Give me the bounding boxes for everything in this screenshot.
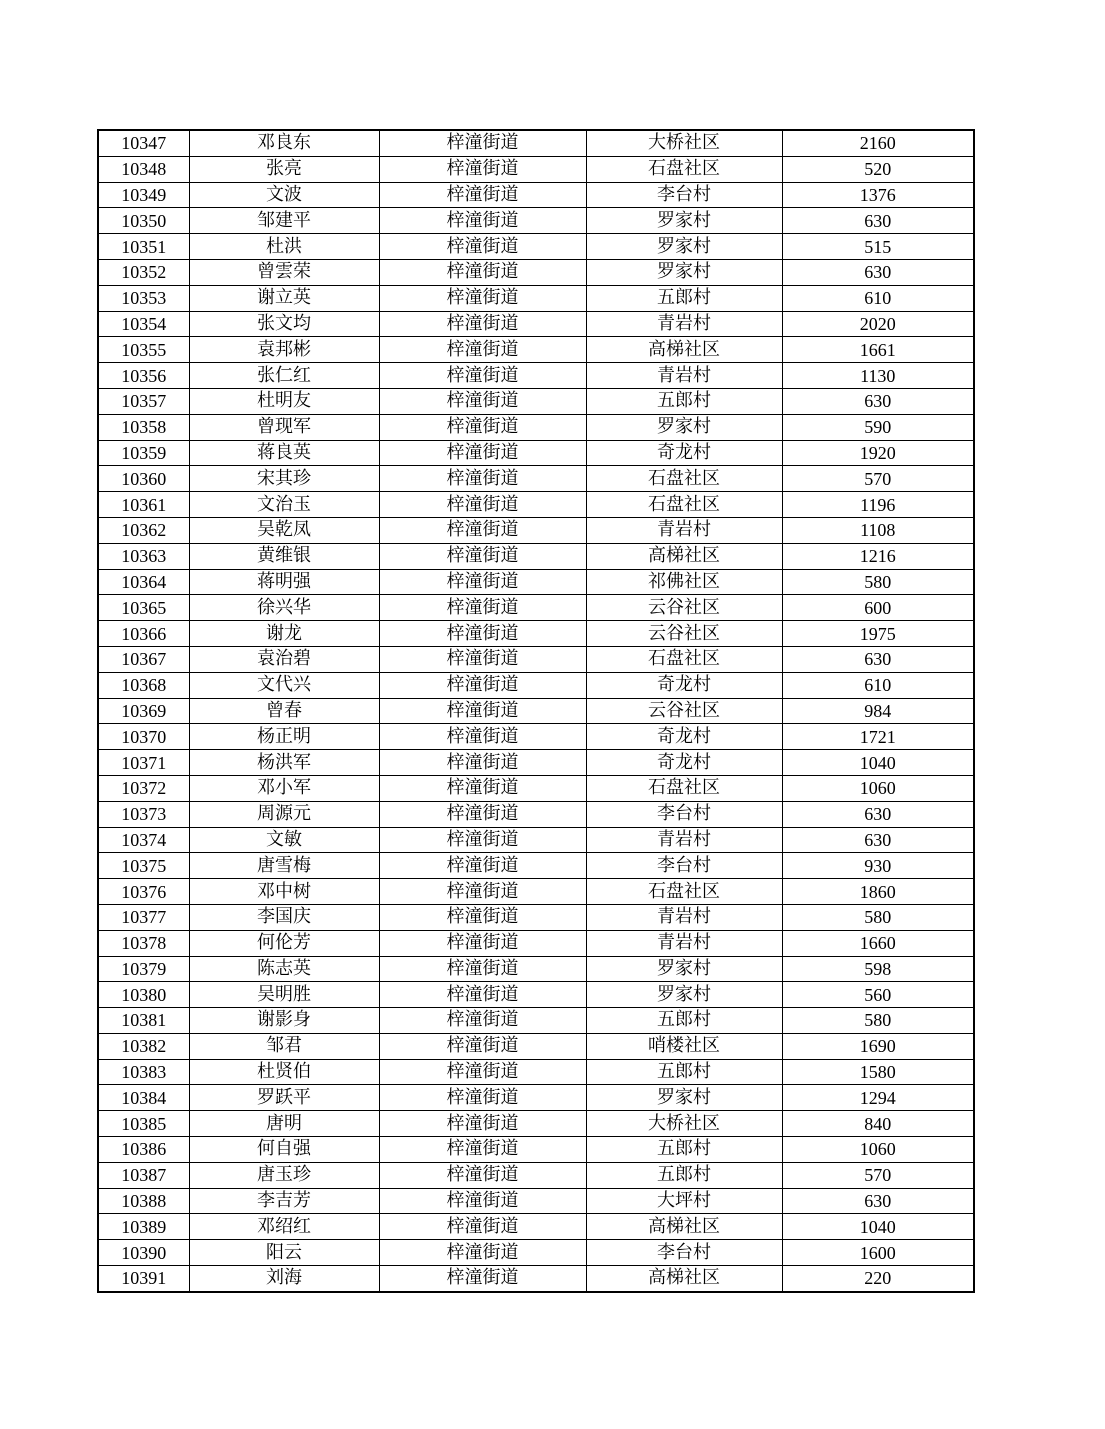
name-cell: 曾现军 <box>189 414 379 440</box>
table-row <box>98 363 974 389</box>
community-cell: 哨楼社区 <box>586 1033 782 1059</box>
street-cell: 梓潼街道 <box>379 930 586 956</box>
row-id-cell: 10359 <box>98 440 189 466</box>
table-row <box>98 543 974 569</box>
row-id-cell: 10386 <box>98 1137 189 1163</box>
table-row <box>98 388 974 414</box>
table-row <box>98 156 974 182</box>
street-cell: 梓潼街道 <box>379 492 586 518</box>
row-id-cell: 10385 <box>98 1111 189 1137</box>
row-id-cell: 10363 <box>98 543 189 569</box>
table-row <box>98 879 974 905</box>
community-cell: 李台村 <box>586 1240 782 1266</box>
row-id-cell: 10360 <box>98 466 189 492</box>
table-row <box>98 569 974 595</box>
row-id-cell: 10361 <box>98 492 189 518</box>
amount-cell: 580 <box>782 904 974 930</box>
community-cell: 五郎村 <box>586 1162 782 1188</box>
amount-cell: 1216 <box>782 543 974 569</box>
table-row <box>98 621 974 647</box>
amount-cell: 2020 <box>782 311 974 337</box>
street-cell: 梓潼街道 <box>379 801 586 827</box>
name-cell: 杨正明 <box>189 724 379 750</box>
table-row <box>98 130 974 156</box>
table-body <box>98 130 974 1292</box>
street-cell: 梓潼街道 <box>379 879 586 905</box>
name-cell: 曾春 <box>189 698 379 724</box>
amount-cell: 1294 <box>782 1085 974 1111</box>
row-id-cell: 10388 <box>98 1188 189 1214</box>
row-id-cell: 10375 <box>98 853 189 879</box>
name-cell: 袁治碧 <box>189 646 379 672</box>
row-id-cell: 10350 <box>98 208 189 234</box>
community-cell: 青岩村 <box>586 930 782 956</box>
street-cell: 梓潼街道 <box>379 595 586 621</box>
row-id-cell: 10373 <box>98 801 189 827</box>
amount-cell: 1721 <box>782 724 974 750</box>
amount-cell: 515 <box>782 234 974 260</box>
name-cell: 宋其珍 <box>189 466 379 492</box>
street-cell: 梓潼街道 <box>379 1059 586 1085</box>
community-cell: 石盘社区 <box>586 879 782 905</box>
amount-cell: 630 <box>782 827 974 853</box>
street-cell: 梓潼街道 <box>379 337 586 363</box>
row-id-cell: 10372 <box>98 775 189 801</box>
amount-cell: 984 <box>782 698 974 724</box>
amount-cell: 590 <box>782 414 974 440</box>
name-cell: 张文均 <box>189 311 379 337</box>
street-cell: 梓潼街道 <box>379 1266 586 1292</box>
amount-cell: 1196 <box>782 492 974 518</box>
community-cell: 五郎村 <box>586 1008 782 1034</box>
row-id-cell: 10364 <box>98 569 189 595</box>
row-id-cell: 10380 <box>98 982 189 1008</box>
table-row <box>98 646 974 672</box>
community-cell: 高梯社区 <box>586 543 782 569</box>
amount-cell: 630 <box>782 801 974 827</box>
community-cell: 大桥社区 <box>586 130 782 156</box>
street-cell: 梓潼街道 <box>379 311 586 337</box>
row-id-cell: 10369 <box>98 698 189 724</box>
name-cell: 袁邦彬 <box>189 337 379 363</box>
street-cell: 梓潼街道 <box>379 156 586 182</box>
community-cell: 石盘社区 <box>586 466 782 492</box>
community-cell: 罗家村 <box>586 208 782 234</box>
street-cell: 梓潼街道 <box>379 1111 586 1137</box>
amount-cell: 1661 <box>782 337 974 363</box>
name-cell: 杜贤伯 <box>189 1059 379 1085</box>
community-cell: 大坪村 <box>586 1188 782 1214</box>
street-cell: 梓潼街道 <box>379 388 586 414</box>
street-cell: 梓潼街道 <box>379 182 586 208</box>
table-row <box>98 1059 974 1085</box>
table-row <box>98 517 974 543</box>
table-row <box>98 1162 974 1188</box>
table-row <box>98 853 974 879</box>
name-cell: 文敏 <box>189 827 379 853</box>
community-cell: 奇龙村 <box>586 440 782 466</box>
table-row <box>98 801 974 827</box>
name-cell: 罗跃平 <box>189 1085 379 1111</box>
amount-cell: 1920 <box>782 440 974 466</box>
table-row <box>98 982 974 1008</box>
street-cell: 梓潼街道 <box>379 234 586 260</box>
table-row <box>98 1111 974 1137</box>
row-id-cell: 10357 <box>98 388 189 414</box>
street-cell: 梓潼街道 <box>379 1162 586 1188</box>
table-row <box>98 259 974 285</box>
amount-cell: 570 <box>782 466 974 492</box>
name-cell: 邓中树 <box>189 879 379 905</box>
community-cell: 罗家村 <box>586 259 782 285</box>
name-cell: 陈志英 <box>189 956 379 982</box>
row-id-cell: 10387 <box>98 1162 189 1188</box>
community-cell: 五郎村 <box>586 285 782 311</box>
amount-cell: 220 <box>782 1266 974 1292</box>
row-id-cell: 10349 <box>98 182 189 208</box>
community-cell: 祁佛社区 <box>586 569 782 595</box>
table-row <box>98 466 974 492</box>
data-table <box>97 129 975 1293</box>
amount-cell: 520 <box>782 156 974 182</box>
amount-cell: 1376 <box>782 182 974 208</box>
street-cell: 梓潼街道 <box>379 517 586 543</box>
name-cell: 邓良东 <box>189 130 379 156</box>
street-cell: 梓潼街道 <box>379 853 586 879</box>
table-row <box>98 440 974 466</box>
amount-cell: 560 <box>782 982 974 1008</box>
community-cell: 李台村 <box>586 182 782 208</box>
community-cell: 高梯社区 <box>586 1214 782 1240</box>
table-row <box>98 750 974 776</box>
table-row <box>98 311 974 337</box>
amount-cell: 1860 <box>782 879 974 905</box>
amount-cell: 1108 <box>782 517 974 543</box>
name-cell: 文波 <box>189 182 379 208</box>
community-cell: 罗家村 <box>586 414 782 440</box>
table-row <box>98 930 974 956</box>
row-id-cell: 10347 <box>98 130 189 156</box>
row-id-cell: 10391 <box>98 1266 189 1292</box>
community-cell: 石盘社区 <box>586 775 782 801</box>
amount-cell: 2160 <box>782 130 974 156</box>
row-id-cell: 10354 <box>98 311 189 337</box>
table-row <box>98 1033 974 1059</box>
community-cell: 罗家村 <box>586 234 782 260</box>
name-cell: 刘海 <box>189 1266 379 1292</box>
amount-cell: 1060 <box>782 775 974 801</box>
community-cell: 青岩村 <box>586 827 782 853</box>
row-id-cell: 10356 <box>98 363 189 389</box>
table-row <box>98 208 974 234</box>
name-cell: 蒋明强 <box>189 569 379 595</box>
row-id-cell: 10377 <box>98 904 189 930</box>
street-cell: 梓潼街道 <box>379 1214 586 1240</box>
table-row <box>98 595 974 621</box>
row-id-cell: 10371 <box>98 750 189 776</box>
table-row <box>98 182 974 208</box>
row-id-cell: 10353 <box>98 285 189 311</box>
name-cell: 谢影身 <box>189 1008 379 1034</box>
table-row <box>98 827 974 853</box>
community-cell: 高梯社区 <box>586 337 782 363</box>
row-id-cell: 10366 <box>98 621 189 647</box>
row-id-cell: 10351 <box>98 234 189 260</box>
name-cell: 吴乾凤 <box>189 517 379 543</box>
street-cell: 梓潼街道 <box>379 130 586 156</box>
table-row <box>98 1008 974 1034</box>
community-cell: 云谷社区 <box>586 621 782 647</box>
name-cell: 徐兴华 <box>189 595 379 621</box>
table-row <box>98 1266 974 1292</box>
name-cell: 杜洪 <box>189 234 379 260</box>
amount-cell: 1600 <box>782 1240 974 1266</box>
amount-cell: 630 <box>782 259 974 285</box>
table-row <box>98 492 974 518</box>
name-cell: 邹君 <box>189 1033 379 1059</box>
row-id-cell: 10367 <box>98 646 189 672</box>
name-cell: 文代兴 <box>189 672 379 698</box>
table-row <box>98 1085 974 1111</box>
row-id-cell: 10383 <box>98 1059 189 1085</box>
table-row <box>98 285 974 311</box>
amount-cell: 1060 <box>782 1137 974 1163</box>
street-cell: 梓潼街道 <box>379 1240 586 1266</box>
amount-cell: 1040 <box>782 750 974 776</box>
community-cell: 大桥社区 <box>586 1111 782 1137</box>
name-cell: 邓绍红 <box>189 1214 379 1240</box>
name-cell: 唐明 <box>189 1111 379 1137</box>
street-cell: 梓潼街道 <box>379 1188 586 1214</box>
name-cell: 曾雲荣 <box>189 259 379 285</box>
street-cell: 梓潼街道 <box>379 208 586 234</box>
amount-cell: 1040 <box>782 1214 974 1240</box>
row-id-cell: 10376 <box>98 879 189 905</box>
amount-cell: 600 <box>782 595 974 621</box>
amount-cell: 630 <box>782 646 974 672</box>
row-id-cell: 10384 <box>98 1085 189 1111</box>
name-cell: 何伦芳 <box>189 930 379 956</box>
name-cell: 邓小军 <box>189 775 379 801</box>
table-row <box>98 337 974 363</box>
name-cell: 阳云 <box>189 1240 379 1266</box>
street-cell: 梓潼街道 <box>379 1008 586 1034</box>
community-cell: 青岩村 <box>586 904 782 930</box>
community-cell: 李台村 <box>586 853 782 879</box>
community-cell: 青岩村 <box>586 311 782 337</box>
street-cell: 梓潼街道 <box>379 904 586 930</box>
name-cell: 吴明胜 <box>189 982 379 1008</box>
amount-cell: 580 <box>782 1008 974 1034</box>
row-id-cell: 10389 <box>98 1214 189 1240</box>
community-cell: 奇龙村 <box>586 724 782 750</box>
community-cell: 青岩村 <box>586 517 782 543</box>
table-row <box>98 1214 974 1240</box>
community-cell: 石盘社区 <box>586 646 782 672</box>
street-cell: 梓潼街道 <box>379 414 586 440</box>
street-cell: 梓潼街道 <box>379 775 586 801</box>
street-cell: 梓潼街道 <box>379 466 586 492</box>
row-id-cell: 10348 <box>98 156 189 182</box>
name-cell: 杜明友 <box>189 388 379 414</box>
street-cell: 梓潼街道 <box>379 956 586 982</box>
street-cell: 梓潼街道 <box>379 1085 586 1111</box>
street-cell: 梓潼街道 <box>379 363 586 389</box>
table-row <box>98 1188 974 1214</box>
row-id-cell: 10374 <box>98 827 189 853</box>
name-cell: 何自强 <box>189 1137 379 1163</box>
street-cell: 梓潼街道 <box>379 259 586 285</box>
amount-cell: 630 <box>782 208 974 234</box>
table-row <box>98 724 974 750</box>
row-id-cell: 10358 <box>98 414 189 440</box>
name-cell: 唐玉珍 <box>189 1162 379 1188</box>
street-cell: 梓潼街道 <box>379 440 586 466</box>
name-cell: 唐雪梅 <box>189 853 379 879</box>
row-id-cell: 10379 <box>98 956 189 982</box>
name-cell: 李国庆 <box>189 904 379 930</box>
community-cell: 罗家村 <box>586 1085 782 1111</box>
amount-cell: 1580 <box>782 1059 974 1085</box>
street-cell: 梓潼街道 <box>379 982 586 1008</box>
row-id-cell: 10362 <box>98 517 189 543</box>
table-row <box>98 904 974 930</box>
name-cell: 谢立英 <box>189 285 379 311</box>
community-cell: 高梯社区 <box>586 1266 782 1292</box>
street-cell: 梓潼街道 <box>379 569 586 595</box>
name-cell: 李吉芳 <box>189 1188 379 1214</box>
name-cell: 张亮 <box>189 156 379 182</box>
row-id-cell: 10390 <box>98 1240 189 1266</box>
community-cell: 石盘社区 <box>586 156 782 182</box>
row-id-cell: 10365 <box>98 595 189 621</box>
community-cell: 奇龙村 <box>586 750 782 776</box>
community-cell: 罗家村 <box>586 956 782 982</box>
name-cell: 蒋良英 <box>189 440 379 466</box>
street-cell: 梓潼街道 <box>379 672 586 698</box>
community-cell: 五郎村 <box>586 1059 782 1085</box>
amount-cell: 610 <box>782 672 974 698</box>
amount-cell: 840 <box>782 1111 974 1137</box>
community-cell: 云谷社区 <box>586 595 782 621</box>
name-cell: 周源元 <box>189 801 379 827</box>
name-cell: 黄维银 <box>189 543 379 569</box>
table-row <box>98 672 974 698</box>
amount-cell: 570 <box>782 1162 974 1188</box>
row-id-cell: 10368 <box>98 672 189 698</box>
data-table-container <box>97 129 973 1293</box>
community-cell: 罗家村 <box>586 982 782 1008</box>
row-id-cell: 10352 <box>98 259 189 285</box>
street-cell: 梓潼街道 <box>379 724 586 750</box>
name-cell: 张仁红 <box>189 363 379 389</box>
table-row <box>98 414 974 440</box>
street-cell: 梓潼街道 <box>379 1033 586 1059</box>
street-cell: 梓潼街道 <box>379 646 586 672</box>
name-cell: 文治玉 <box>189 492 379 518</box>
name-cell: 谢龙 <box>189 621 379 647</box>
community-cell: 李台村 <box>586 801 782 827</box>
street-cell: 梓潼街道 <box>379 621 586 647</box>
amount-cell: 1660 <box>782 930 974 956</box>
amount-cell: 580 <box>782 569 974 595</box>
community-cell: 青岩村 <box>586 363 782 389</box>
name-cell: 邹建平 <box>189 208 379 234</box>
street-cell: 梓潼街道 <box>379 698 586 724</box>
community-cell: 石盘社区 <box>586 492 782 518</box>
table-row <box>98 234 974 260</box>
table-row <box>98 956 974 982</box>
amount-cell: 930 <box>782 853 974 879</box>
table-row <box>98 1137 974 1163</box>
table-row <box>98 1240 974 1266</box>
street-cell: 梓潼街道 <box>379 543 586 569</box>
amount-cell: 630 <box>782 388 974 414</box>
table-row <box>98 698 974 724</box>
street-cell: 梓潼街道 <box>379 1137 586 1163</box>
street-cell: 梓潼街道 <box>379 750 586 776</box>
amount-cell: 610 <box>782 285 974 311</box>
amount-cell: 630 <box>782 1188 974 1214</box>
row-id-cell: 10381 <box>98 1008 189 1034</box>
amount-cell: 598 <box>782 956 974 982</box>
community-cell: 云谷社区 <box>586 698 782 724</box>
row-id-cell: 10378 <box>98 930 189 956</box>
community-cell: 五郎村 <box>586 388 782 414</box>
amount-cell: 1975 <box>782 621 974 647</box>
row-id-cell: 10370 <box>98 724 189 750</box>
row-id-cell: 10382 <box>98 1033 189 1059</box>
table-row <box>98 775 974 801</box>
street-cell: 梓潼街道 <box>379 285 586 311</box>
street-cell: 梓潼街道 <box>379 827 586 853</box>
community-cell: 奇龙村 <box>586 672 782 698</box>
name-cell: 杨洪军 <box>189 750 379 776</box>
community-cell: 五郎村 <box>586 1137 782 1163</box>
amount-cell: 1690 <box>782 1033 974 1059</box>
row-id-cell: 10355 <box>98 337 189 363</box>
amount-cell: 1130 <box>782 363 974 389</box>
